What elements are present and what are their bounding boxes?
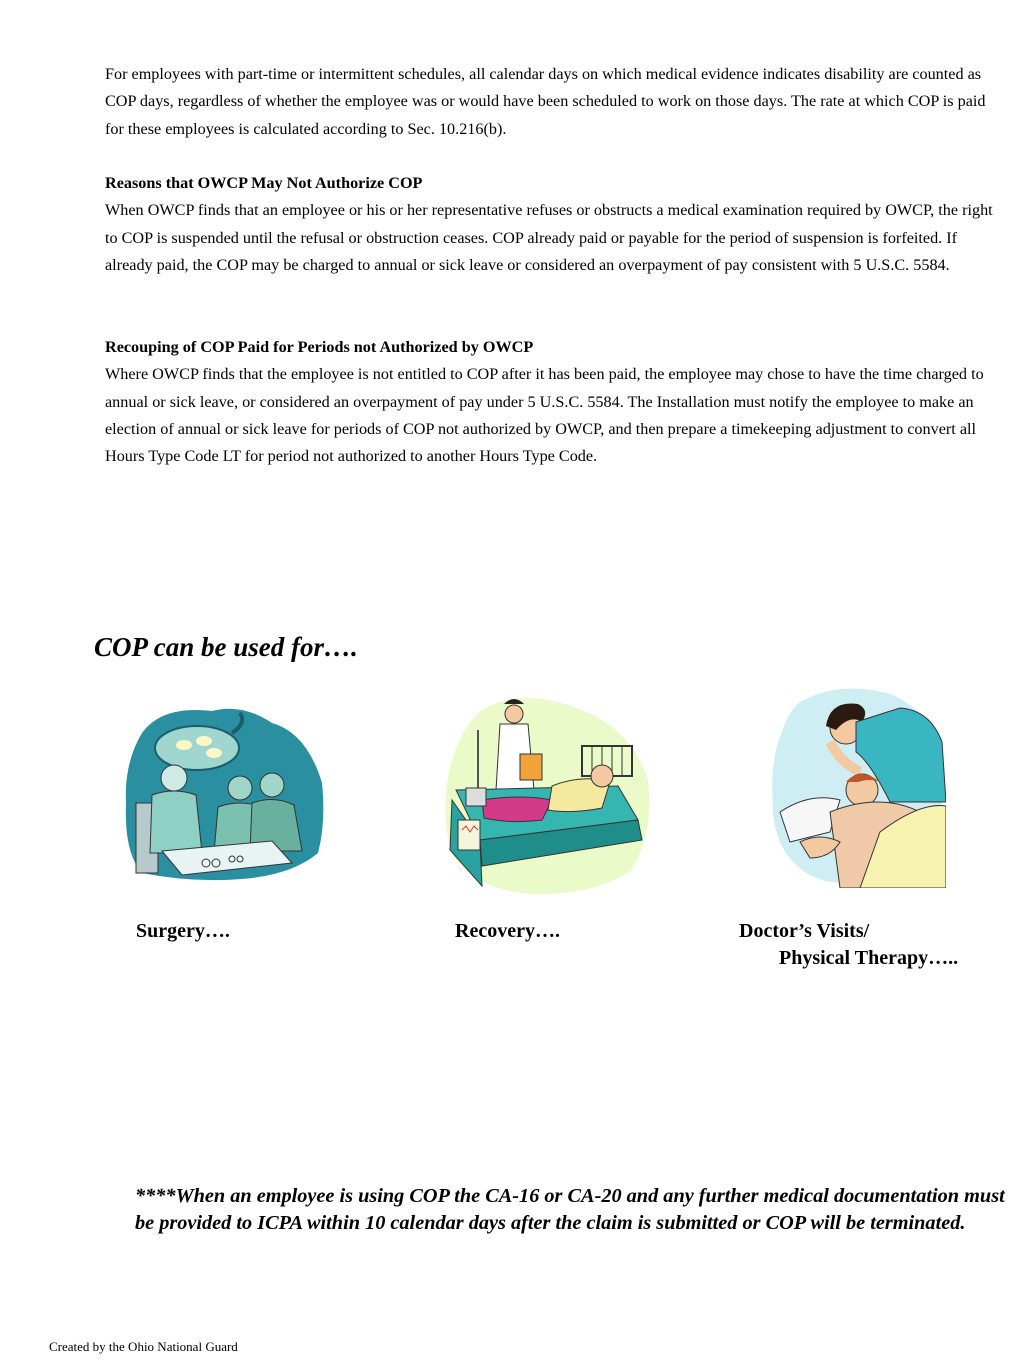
cop-notice: ****When an employee is using COP the CA-16 or CA-20 and any further medical documentation must be provided to ICPA within 10 calendar days after the claim is submitted or COP will be terminated. <box>135 1185 1005 1235</box>
recoup-heading: Recouping of COP Paid for Periods not Authorized by OWCP <box>105 338 534 356</box>
reasons-heading: Reasons that OWCP May Not Authorize COP <box>105 174 423 192</box>
cop-uses-heading: COP can be used for…. <box>94 632 358 662</box>
reasons-body: When OWCP finds that an employee or his or her representative refuses or obstructs a medical examination required by OWCP, the right to COP is suspended until the refusal or obstruction ceases. COP already paid or payable for the period of suspension is forfeited. If already paid, the COP may be charged to annual or sick leave or considered an overpayment of pay consistent with 5 U.S.C. 5584. <box>105 201 993 274</box>
doctor-therapy-clipart-icon <box>770 682 946 888</box>
footer-credit: Created by the Ohio National Guard <box>49 1339 238 1354</box>
doctor-visits-caption: Doctor’s Visits/ <box>739 920 870 942</box>
physical-therapy-caption: Physical Therapy….. <box>779 947 959 969</box>
recoup-body: Where OWCP finds that the employee is not entitled to COP after it has been paid, the employee may chose to have the time charged to annual or sick leave, or considered an overpayment of pay under 5 U.S.C. 5584. The Installation must notify the employee to make an election of annual or sick leave for periods of COP not authorized by OWCP, and then prepare a timekeeping adjustment to convert all Hours Type Code LT for period not authorized to another Hours Type Code. <box>105 365 984 466</box>
surgery-caption: Surgery…. <box>136 920 230 942</box>
recovery-caption: Recovery…. <box>455 920 560 942</box>
recovery-clipart-icon <box>442 690 654 896</box>
surgery-clipart-icon <box>122 703 326 883</box>
recoup-section <box>105 334 995 470</box>
reasons-section <box>105 170 995 279</box>
intro-paragraph: For employees with part-time or intermittent schedules, all calendar days on which medical evidence indicates disability are counted as COP days, regardless of whether the employee was or would have been scheduled to work on those days. The rate at which COP is paid for these employees is calculated according to Sec. 10.216(b). <box>105 65 986 138</box>
